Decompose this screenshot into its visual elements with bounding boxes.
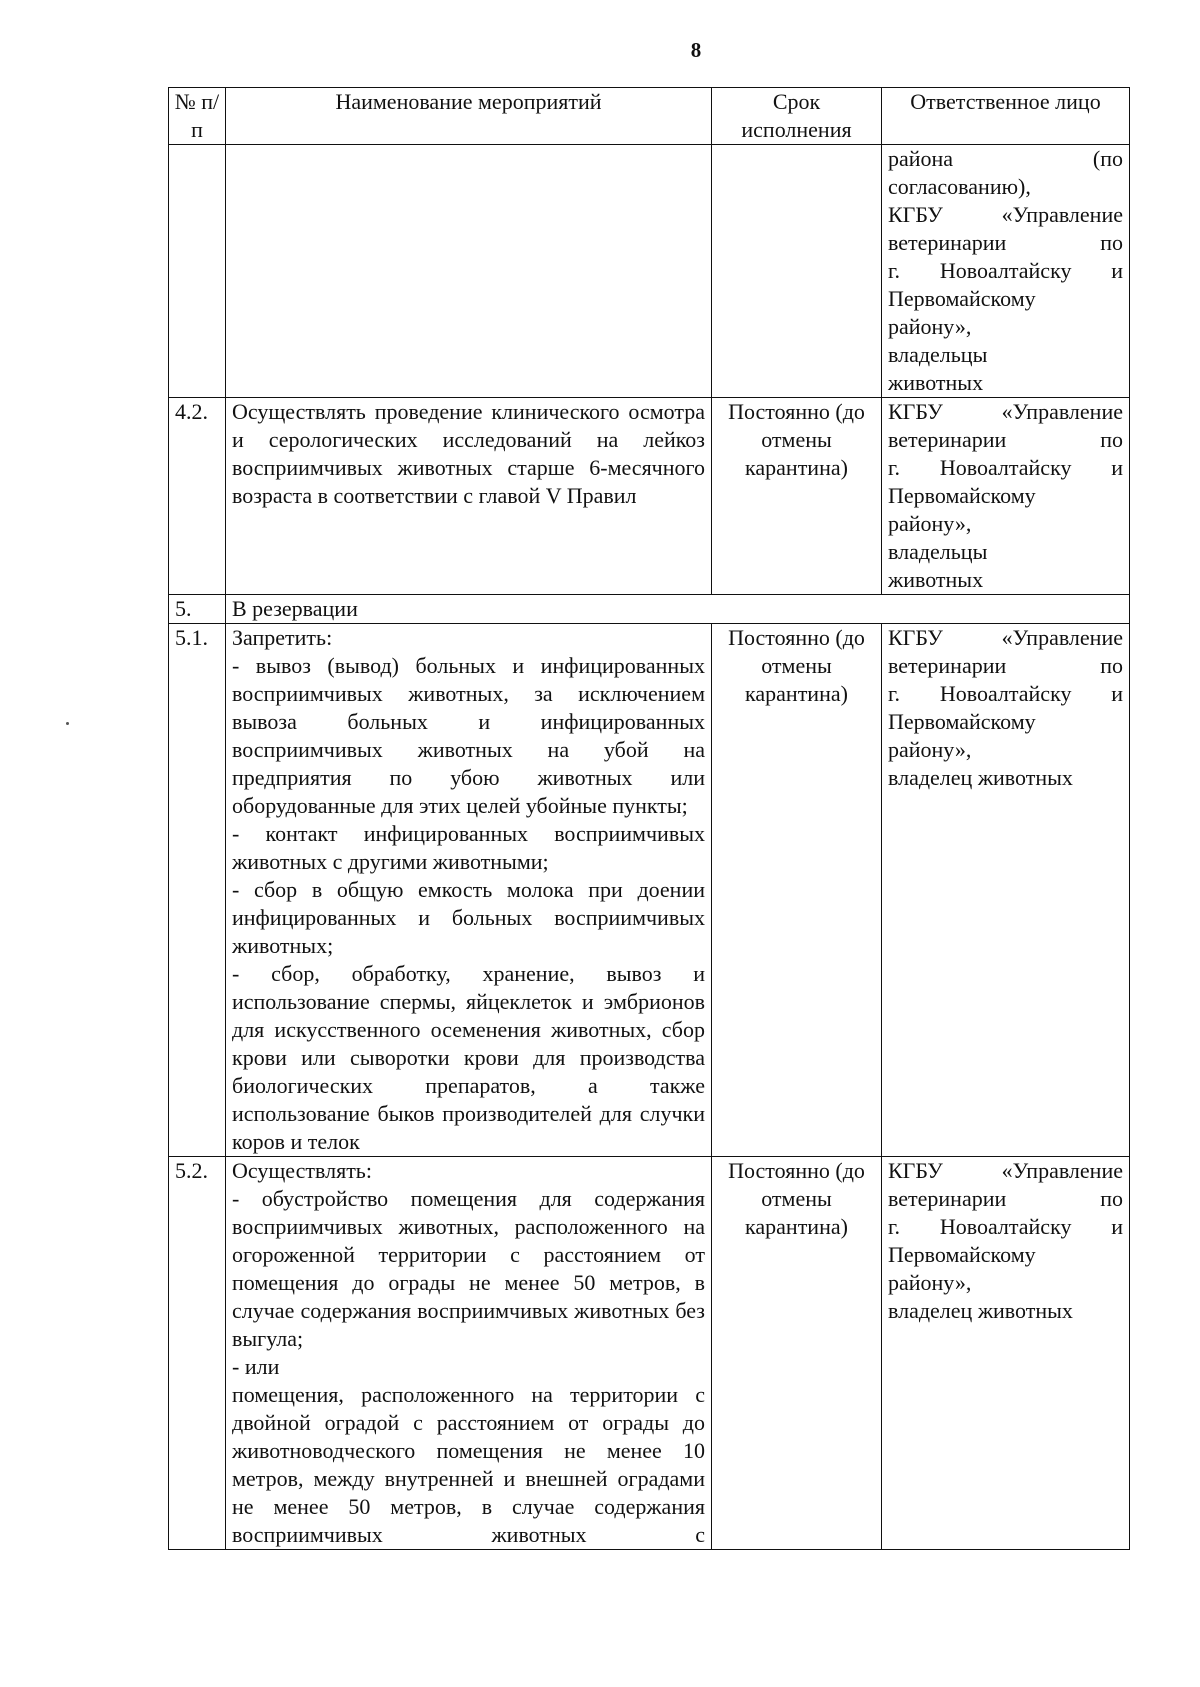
header-name-text: Наименование мероприятий bbox=[335, 89, 602, 114]
resp-line: району», bbox=[888, 1270, 972, 1295]
measure-text: - вывоз (вывод) больных и инфицированных восприимчивых животных, за исключением вывоза больных и инфицированных восприимчивых животных на убой на предприятия по убою животных или оборудованные для этих целей убойные пункты; bbox=[232, 653, 705, 818]
table-row bbox=[169, 398, 1130, 595]
row-num: 5.1. bbox=[169, 624, 226, 1157]
header-term-text: Срок исполнения bbox=[741, 89, 852, 142]
measure-text: - или bbox=[232, 1354, 280, 1379]
row-name bbox=[226, 398, 712, 595]
header-responsible bbox=[882, 88, 1130, 145]
measure-text: Запретить: bbox=[232, 625, 333, 650]
measure-text: - сбор в общую емкость молока при доении инфицированных и больных восприимчивых животных; bbox=[232, 877, 705, 958]
resp-line: ветеринарии по bbox=[888, 230, 1123, 255]
header-term bbox=[712, 88, 882, 145]
resp-line: КГБУ «Управление bbox=[888, 1158, 1123, 1183]
resp-line: животных bbox=[888, 370, 984, 395]
row-term: Постоянно (до отмены карантина) bbox=[712, 624, 882, 1157]
resp-line: владелец животных bbox=[888, 765, 1073, 790]
row-num: 4.2. bbox=[169, 398, 226, 595]
measures-table bbox=[168, 87, 1130, 1550]
resp-line: г. Новоалтайску и bbox=[888, 681, 1123, 706]
resp-line: г. Новоалтайску и bbox=[888, 455, 1123, 480]
measure-text: - контакт инфицированных восприимчивых животных с другими животными; bbox=[232, 821, 705, 874]
resp-line: владельцы bbox=[888, 342, 988, 367]
row-name bbox=[226, 145, 712, 398]
resp-line: животных bbox=[888, 567, 984, 592]
resp-line: г. Новоалтайску и bbox=[888, 1214, 1123, 1239]
header-num bbox=[169, 88, 226, 145]
table-row bbox=[169, 624, 1130, 1157]
header-name bbox=[226, 88, 712, 145]
header-num-text: № п/п bbox=[174, 89, 220, 142]
row-term: Постоянно (до отмены карантина) bbox=[712, 1157, 882, 1550]
row-responsible bbox=[882, 1157, 1130, 1550]
resp-line: ветеринарии по bbox=[888, 427, 1123, 452]
resp-line: району», bbox=[888, 737, 972, 762]
table-row bbox=[169, 1157, 1130, 1550]
measure-text: Осуществлять: bbox=[232, 1158, 372, 1183]
row-term: Постоянно (до отмены карантина) bbox=[712, 398, 882, 595]
row-num bbox=[169, 145, 226, 398]
resp-line: району», bbox=[888, 314, 972, 339]
resp-line: КГБУ «Управление bbox=[888, 625, 1123, 650]
section-title: В резервации bbox=[226, 595, 1130, 624]
row-name bbox=[226, 624, 712, 1157]
measure-text: помещения, расположенного на территории с двойной оградой с расстоянием от ограды до животноводческого помещения не менее 10 метров, между внутренней и внешней оградами не менее 50 метров, в случае содержания восприимчивых животных с bbox=[232, 1382, 705, 1547]
row-name bbox=[226, 1157, 712, 1550]
table-row bbox=[169, 145, 1130, 398]
resp-line: Первомайскому bbox=[888, 709, 1036, 734]
page-number: 8 bbox=[690, 38, 702, 62]
scan-dot bbox=[66, 722, 69, 725]
resp-line: Первомайскому bbox=[888, 1242, 1036, 1267]
resp-line: ветеринарии по bbox=[888, 653, 1123, 678]
row-responsible bbox=[882, 145, 1130, 398]
resp-line: Первомайскому bbox=[888, 483, 1036, 508]
resp-line: ветеринарии по bbox=[888, 1186, 1123, 1211]
row-num: 5.2. bbox=[169, 1157, 226, 1550]
header-responsible-text: Ответственное лицо bbox=[910, 89, 1101, 114]
row-responsible bbox=[882, 624, 1130, 1157]
resp-line: района (по bbox=[888, 146, 1123, 171]
section-row bbox=[169, 595, 1130, 624]
resp-line: КГБУ «Управление bbox=[888, 202, 1123, 227]
row-num: 5. bbox=[169, 595, 226, 624]
measure-text: Осуществлять проведение клинического осмотра и серологических исследований на лейкоз восприимчивых животных старше 6-месячного возраста в соответствии с главой V Правил bbox=[232, 399, 705, 508]
measure-text: - обустройство помещения для содержания восприимчивых животных, расположенного на огороженной территории с расстоянием от помещения до ограды не менее 50 метров, в случае содержания восприимчивых животных без выгула; bbox=[232, 1186, 705, 1351]
row-responsible bbox=[882, 398, 1130, 595]
resp-line: согласованию), bbox=[888, 174, 1031, 199]
resp-line: г. Новоалтайску и bbox=[888, 258, 1123, 283]
resp-line: владельцы bbox=[888, 539, 988, 564]
table-header-row bbox=[169, 88, 1130, 145]
resp-line: владелец животных bbox=[888, 1298, 1073, 1323]
resp-line: району», bbox=[888, 511, 972, 536]
measure-text: - сбор, обработку, хранение, вывоз и использование спермы, яйцеклеток и эмбрионов для искусственного осеменения животных, сбор крови или сыворотки крови для производства биологических препаратов, а также использование быков производителей для случки коров и телок bbox=[232, 961, 705, 1154]
resp-line: Первомайскому bbox=[888, 286, 1036, 311]
row-term bbox=[712, 145, 882, 398]
resp-line: КГБУ «Управление bbox=[888, 399, 1123, 424]
